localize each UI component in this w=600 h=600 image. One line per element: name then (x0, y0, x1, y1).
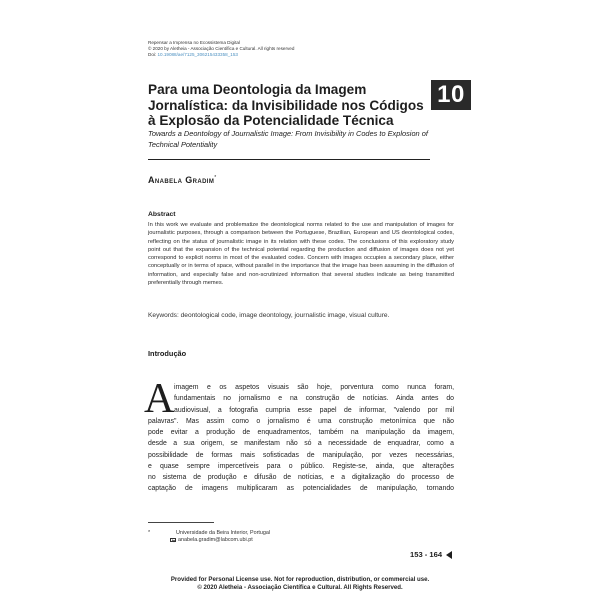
paragraph-line: e quase sempre impercetíveis para o público. Registe-se, ainda, que alterações (148, 462, 454, 470)
introduction-paragraph (148, 382, 454, 495)
paragraph-line: captação de imagens multiplicaram as potencialidades de manipulação, tornando (148, 485, 454, 493)
doi-line (148, 52, 294, 58)
footnote-affiliation: Universidade da Beira Interior, Portugal (176, 530, 271, 536)
left-triangle-icon (446, 551, 452, 559)
author-email[interactable]: anabela.gradim@labcom.ubi.pt (178, 537, 253, 543)
page-range-text: 153 - 164 (410, 550, 443, 559)
paragraph-line: pode evitar a produção de enquadramentos, também na manipulação da imagem, (148, 429, 454, 436)
keywords: Keywords: deontological code, image deontology, journalistic image, visual culture. (148, 312, 390, 319)
title-divider (148, 159, 430, 160)
paragraph-line: possibilidade de formas mais sofisticadas de manipulação, por vezes necessárias, (148, 451, 454, 459)
paragraph-line: imagem e os aspetos visuais são hoje, porventura como nunca foram, (174, 384, 454, 391)
abstract-text: In this work we evaluate and problematize the deontological norms related to the use and manipulation of images for journalistic purposes, through a comparison between the Portuguese, Brazilian, European and US deontological codes, reflecting on the status of journalistic image in its relation with these codes. The conclusions of this exploratory study point out that the expansion of the technical potential regarding the production and diffusion of images does not yet correspond to explicit norms in most of the evaluated codes. Concern with images occupies a secondary place, either conceptually or in terms of space, without parallel in the importance that the image has been assuming in the diffusion of information, and especially false and non-scrutinized information that several studies indicate as being transmitted preferentially through memes. (148, 222, 454, 287)
english-subtitle: Towards a Deontology of Journalistic Image: From Invisibility in Codes to Explosion of Technical Potentiality (148, 129, 428, 149)
abstract-heading: Abstract (148, 211, 176, 218)
drop-cap: A (144, 376, 175, 422)
page-range (410, 550, 452, 559)
license-footer-line: Provided for Personal License use. Not for reproduction, distribution, or commercial use. (170, 576, 430, 583)
author-name-text: Anabela Gradim (148, 175, 215, 185)
chapter-number-badge: 10 (431, 80, 471, 110)
paragraph-line: desde a sua origem, se manifestam não só a necessidade de enquadrar, como a (148, 440, 454, 448)
footnote-email-row (170, 537, 253, 543)
copyright-footer-line: © 2020 Aletheia - Associação Científica e Cultural. All Rights Reserved. (197, 584, 403, 591)
paragraph-line: audiovisual, a fotografia cumpria esse papel de informar, "valendo por mil (174, 406, 454, 414)
doi-link[interactable]: 10.19088/ae/7125_306215433358_153 (157, 52, 238, 58)
paragraph-line: palavras". Mas assim como o jornalismo é uma construção metonímica que não (148, 417, 454, 425)
copyright-line: © 2020 by Aletheia - Associação Científica e Cultural. All rights reserved (148, 46, 295, 52)
footnote-mark: * (148, 530, 151, 536)
envelope-icon (170, 538, 176, 542)
book-title: Repensar a Imprensa no Ecossistema Digital (148, 40, 240, 45)
paragraph-line: no sistema de produção e difusão de notícias, e a digitalização do processo de (148, 474, 454, 481)
chapter-title: Para uma Deontologia da Imagem Jornalística: da Invisibilidade nos Códigos à Explosão da Potencialidade Técnica (148, 82, 424, 129)
author-footnote-mark[interactable]: * (214, 175, 217, 181)
introduction-heading: Introdução (148, 349, 187, 358)
paragraph-line: fundamentais no jornalismo e na construção de notícias. Ainda antes do (174, 395, 454, 403)
doi-label: Doi: (148, 52, 157, 58)
footnote-divider (148, 522, 214, 523)
author-name (148, 175, 217, 185)
header-metadata (148, 40, 294, 59)
